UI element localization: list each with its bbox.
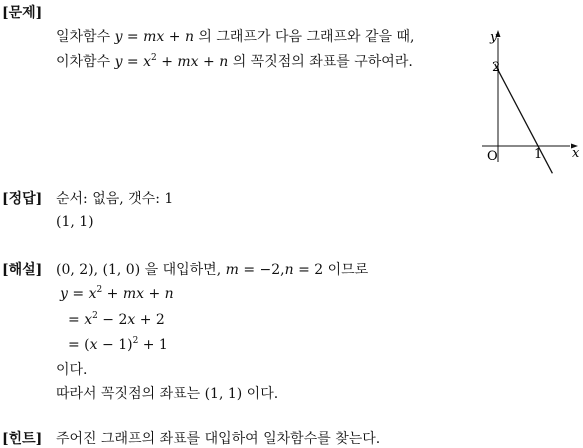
solution-line-1-equation: [226, 262, 324, 278]
math-symbol: − 2: [97, 312, 128, 328]
problem-line-1-equation: [115, 29, 194, 45]
math-symbol: =: [122, 29, 144, 45]
math-variable: x: [89, 337, 98, 353]
math-variable: y: [114, 54, 123, 70]
solution-line-5: 이다.: [56, 362, 88, 378]
math-variable: y: [114, 29, 123, 45]
problem-line-2-pre: 이차함수: [56, 54, 111, 70]
math-symbol: + 2: [135, 312, 165, 328]
problem-line-1-post: 의 그래프가 다음 그래프와 같을 때,: [198, 29, 415, 45]
problem-line-1-pre: 일차함수: [56, 29, 111, 45]
math-symbol: =: [122, 54, 144, 70]
math-variable: x: [84, 312, 93, 328]
answer-line-2: (1, 1): [56, 214, 94, 230]
math-variable: n: [219, 54, 229, 70]
hint-text: 주어진 그래프의 좌표를 대입하여 일차함수를 찾는다.: [56, 431, 381, 447]
solution-line-1-pre: (0, 2), (1, 0) 을 대입하면,: [56, 262, 222, 278]
x-intercept-label: 1: [534, 147, 543, 162]
y-axis-label: y: [490, 30, 498, 45]
math-superscript: 2: [151, 53, 157, 63]
math-symbol: +: [144, 286, 165, 302]
math-variable: x: [143, 54, 152, 70]
math-symbol: = −2,: [238, 262, 285, 278]
function-line: [495, 64, 553, 173]
math-symbol: +: [102, 286, 123, 302]
math-symbol: = (: [68, 337, 90, 353]
solution-line-1-post: 이므로: [327, 262, 369, 278]
math-variable: n: [184, 29, 194, 45]
answer-tag: [정답]: [2, 191, 43, 207]
math-variable: x: [127, 312, 136, 328]
solution-tag: [해설]: [2, 262, 43, 278]
problem-tag: [문제]: [2, 5, 43, 21]
math-variable: mx: [177, 54, 199, 70]
solution-line-1: [56, 259, 368, 279]
math-symbol: =: [67, 286, 89, 302]
math-variable: x: [88, 286, 97, 302]
math-symbol: + 1: [138, 337, 168, 353]
math-variable: n: [284, 262, 294, 278]
answer-line-1: 순서: 없음, 갯수: 1: [56, 191, 174, 207]
math-symbol: +: [164, 29, 185, 45]
y-intercept-label: 2: [492, 60, 501, 75]
origin-label: O: [487, 149, 498, 164]
math-symbol: +: [156, 54, 178, 70]
math-superscript: 2: [92, 311, 98, 321]
math-symbol: +: [198, 54, 220, 70]
solution-step-1: [60, 285, 174, 302]
x-axis-label: x: [572, 146, 580, 161]
solution-line-6: 따라서 꼭짓점의 좌표는 (1, 1) 이다.: [56, 386, 279, 402]
math-superscript: 2: [132, 336, 139, 346]
math-variable: n: [164, 286, 174, 302]
solution-step-2: [68, 311, 165, 328]
hint-tag: [힌트]: [2, 431, 43, 447]
problem-line-2-equation: [115, 54, 229, 70]
problem-line-2-post: 의 꼭짓점의 좌표를 구하여라.: [232, 54, 413, 70]
math-variable: mx: [143, 29, 165, 45]
math-symbol: =: [68, 312, 85, 328]
problem-line-2: [56, 51, 413, 71]
solution-step-3: [68, 336, 168, 353]
math-variable: y: [60, 286, 68, 302]
linear-function-graph: [478, 24, 582, 174]
math-superscript: 2: [96, 285, 103, 295]
math-variable: m: [225, 262, 239, 278]
problem-line-1: [56, 26, 414, 46]
math-variable: mx: [122, 286, 145, 302]
math-symbol: − 1): [97, 337, 133, 353]
math-symbol: = 2: [293, 262, 324, 278]
